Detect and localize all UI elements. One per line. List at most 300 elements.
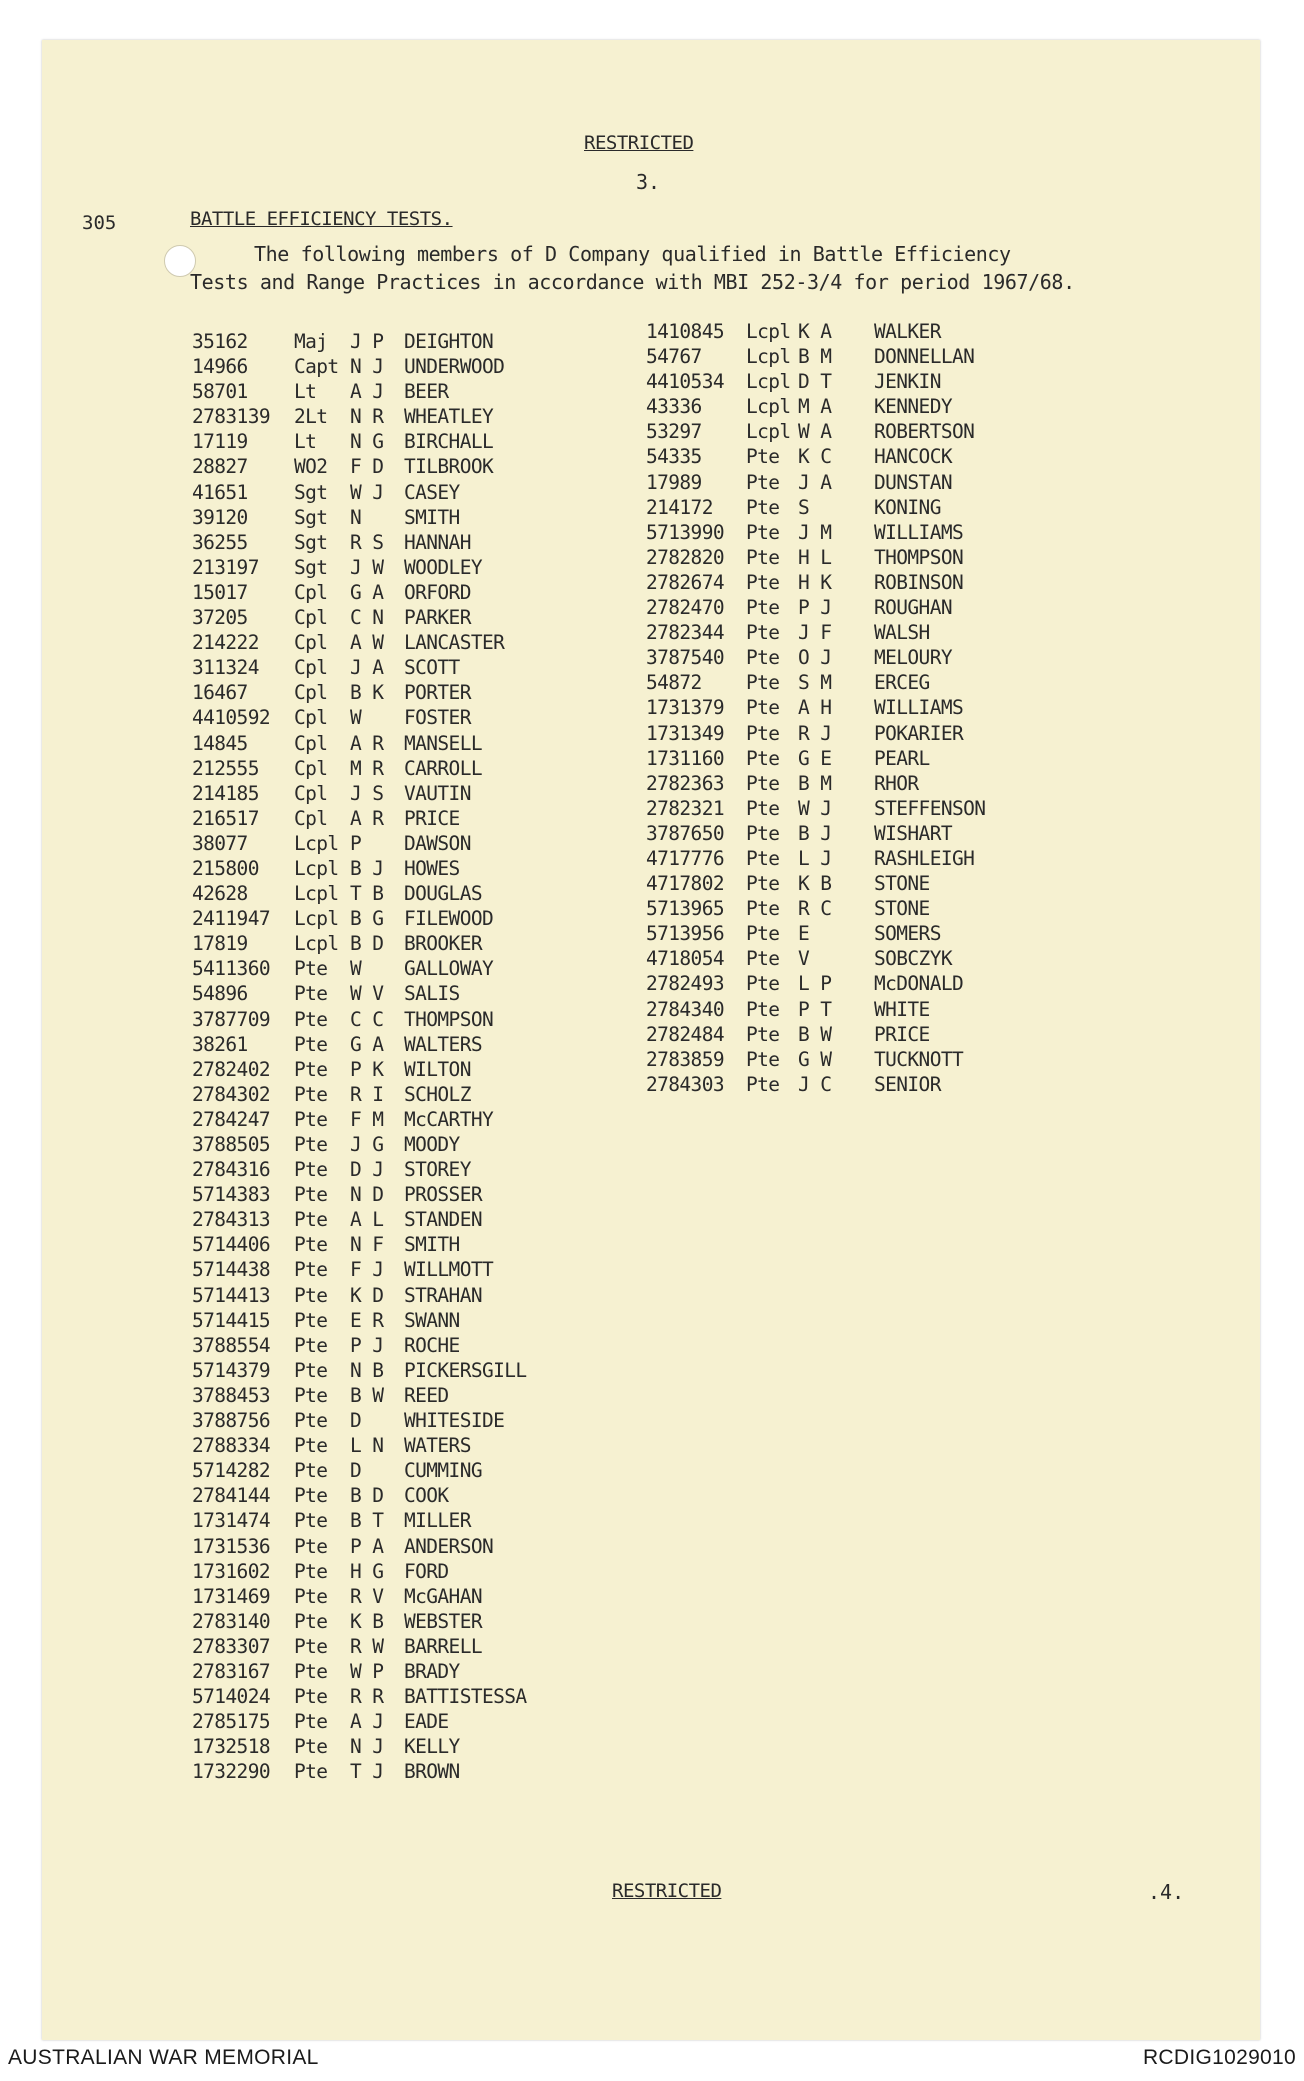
initials: N R (350, 405, 384, 429)
service-number: 2784144 (192, 1484, 270, 1508)
service-number: 1731349 (646, 721, 724, 745)
service-number: 2782674 (646, 570, 724, 594)
surname: DUNSTAN (874, 470, 952, 494)
rank: Pte (294, 1760, 328, 1784)
service-number: 43336 (646, 395, 702, 419)
service-number: 2784316 (192, 1158, 270, 1182)
initials: B T (350, 1509, 384, 1533)
service-number: 2788334 (192, 1434, 270, 1458)
rank: Cpl (294, 706, 328, 730)
surname: WILLIAMS (874, 520, 964, 544)
initials: B M (798, 345, 832, 369)
surname: ROBERTSON (874, 420, 975, 444)
surname: GALLOWAY (404, 957, 494, 981)
archive-reference: RCDIG1029010 (1142, 2046, 1296, 2069)
initials: W (350, 957, 362, 981)
surname: DEIGHTON (404, 330, 494, 353)
surname: BATTISTESSA (404, 1685, 527, 1709)
margin-number: 305 (82, 212, 117, 234)
rank: Pte (294, 1158, 328, 1182)
surname: PRICE (874, 1022, 930, 1046)
service-number: 53297 (646, 420, 702, 444)
rank: Pte (746, 1047, 780, 1071)
service-number: 42628 (192, 882, 248, 906)
rank: Pte (294, 1233, 328, 1257)
rank: Pte (294, 982, 328, 1006)
service-number: 5714383 (192, 1183, 270, 1207)
surname: BROOKER (404, 932, 482, 956)
service-number: 2783167 (192, 1659, 270, 1683)
initials: R S (350, 530, 384, 554)
rank: Pte (294, 1333, 328, 1357)
surname: LANCASTER (404, 631, 505, 655)
rank: Pte (294, 1409, 328, 1433)
rank: Pte (746, 646, 780, 670)
service-number: 4410592 (192, 706, 270, 730)
initials: D J (350, 1158, 384, 1182)
rank: Pte (746, 495, 780, 519)
service-number: 41651 (192, 480, 248, 504)
service-number: 1731160 (646, 746, 724, 770)
initials: G W (798, 1047, 832, 1071)
initials: W A (798, 420, 832, 444)
rank: Pte (294, 957, 328, 981)
rank: Pte (746, 897, 780, 921)
surname: WHITE (874, 997, 930, 1021)
service-number: 4718054 (646, 947, 724, 971)
initials: T J (350, 1760, 384, 1784)
surname: THOMPSON (404, 1007, 494, 1031)
initials: D (350, 1459, 362, 1483)
surname: STONE (874, 872, 930, 896)
initials: C C (350, 1007, 384, 1031)
surname: WILLMOTT (404, 1258, 494, 1282)
initials: N J (350, 1735, 384, 1759)
service-number: 2784313 (192, 1208, 270, 1232)
surname: BRADY (404, 1659, 460, 1683)
surname: KENNEDY (874, 395, 952, 419)
surname: McCARTHY (404, 1107, 494, 1131)
surname: BARRELL (404, 1634, 482, 1658)
initials: K D (350, 1283, 384, 1307)
surname: SOMERS (874, 922, 941, 946)
next-page-number: .4. (1148, 1880, 1185, 1904)
surname: BIRCHALL (404, 430, 494, 454)
initials: P J (798, 596, 832, 620)
initials: K A (798, 320, 832, 343)
service-number: 1731536 (192, 1534, 270, 1558)
surname: DAWSON (404, 831, 471, 855)
rank: Lcpl (294, 882, 339, 906)
rank: Maj (294, 330, 328, 353)
service-number: 2784302 (192, 1082, 270, 1106)
initials: S M (798, 671, 832, 695)
service-number: 2783307 (192, 1634, 270, 1658)
surname: WOODLEY (404, 555, 482, 579)
surname: SMITH (404, 505, 460, 529)
surname: TUCKNOTT (874, 1047, 964, 1071)
service-number: 17989 (646, 470, 702, 494)
rank: Pte (294, 1358, 328, 1382)
initials: J S (350, 781, 384, 805)
initials: R J (798, 721, 832, 745)
service-number: 1732290 (192, 1760, 270, 1784)
service-number: 2784247 (192, 1107, 270, 1131)
service-number: 5714415 (192, 1308, 270, 1332)
rank: Pte (294, 1609, 328, 1633)
rank: Cpl (294, 580, 328, 604)
rank: Pte (294, 1308, 328, 1332)
service-number: 311324 (192, 656, 259, 680)
initials: D T (798, 370, 832, 394)
surname: HOWES (404, 856, 460, 880)
initials: W P (350, 1659, 384, 1683)
surname: SALIS (404, 982, 460, 1006)
initials: J F (798, 621, 832, 645)
surname: McDONALD (874, 972, 964, 996)
surname: PORTER (404, 681, 471, 705)
rank: Pte (746, 671, 780, 695)
service-number: 5411360 (192, 957, 270, 981)
service-number: 213197 (192, 555, 259, 579)
initials: E R (350, 1308, 384, 1332)
rank: Pte (746, 997, 780, 1021)
initials: B D (350, 932, 384, 956)
rank: Cpl (294, 781, 328, 805)
rank: Pte (294, 1559, 328, 1583)
intro-line-1: The following members of D Company qualified in Battle Efficiency (254, 242, 1011, 266)
initials: N B (350, 1358, 384, 1382)
rank: Lcpl (746, 370, 791, 394)
service-number: 54896 (192, 982, 248, 1006)
surname: STEFFENSON (874, 796, 986, 820)
initials: P T (798, 997, 832, 1021)
rank: Capt (294, 355, 339, 379)
service-number: 35162 (192, 330, 248, 353)
rank: Lcpl (746, 395, 791, 419)
rank: Lcpl (746, 320, 791, 343)
rank: Pte (746, 1072, 780, 1096)
service-number: 214185 (192, 781, 259, 805)
surname: DONNELLAN (874, 345, 975, 369)
service-number: 1731602 (192, 1559, 270, 1583)
surname: KONING (874, 495, 941, 519)
surname: SCOTT (404, 656, 460, 680)
service-number: 5714024 (192, 1685, 270, 1709)
rank: Lt (294, 430, 317, 454)
surname: HANNAH (404, 530, 471, 554)
initials: J A (350, 656, 384, 680)
surname: PROSSER (404, 1183, 482, 1207)
initials: H L (798, 545, 832, 569)
rank: Pte (746, 872, 780, 896)
initials: H G (350, 1559, 384, 1583)
service-number: 2782820 (646, 545, 724, 569)
initials: J P (350, 330, 384, 353)
service-number: 58701 (192, 380, 248, 404)
surname: MANSELL (404, 731, 482, 755)
surname: ROBINSON (874, 570, 964, 594)
surname: STANDEN (404, 1208, 482, 1232)
initials: K B (798, 872, 832, 896)
initials: B M (798, 771, 832, 795)
service-number: 2783859 (646, 1047, 724, 1071)
rank: Cpl (294, 731, 328, 755)
service-number: 5714406 (192, 1233, 270, 1257)
service-number: 1731469 (192, 1584, 270, 1608)
initials: M R (350, 756, 384, 780)
rank: Lt (294, 380, 317, 404)
rank: Sgt (294, 480, 328, 504)
service-number: 5713965 (646, 897, 724, 921)
initials: G E (798, 746, 832, 770)
rank: Cpl (294, 656, 328, 680)
service-number: 2782484 (646, 1022, 724, 1046)
archive-credit: AUSTRALIAN WAR MEMORIAL (8, 2046, 319, 2069)
service-number: 2782321 (646, 796, 724, 820)
surname: MOODY (404, 1133, 460, 1156)
service-number: 1731474 (192, 1509, 270, 1533)
surname: SWANN (404, 1308, 460, 1332)
rank: Pte (746, 1022, 780, 1046)
rank: Pte (294, 1735, 328, 1759)
restricted-header: RESTRICTED (584, 132, 694, 154)
service-number: 5713990 (646, 520, 724, 544)
service-number: 2782402 (192, 1057, 270, 1081)
surname: BROWN (404, 1760, 460, 1784)
surname: WEBSTER (404, 1609, 482, 1633)
service-number: 3788756 (192, 1409, 270, 1433)
rank: Pte (294, 1208, 328, 1232)
service-number: 215800 (192, 856, 259, 880)
initials: J G (350, 1133, 384, 1156)
surname: SOBCZYK (874, 947, 952, 971)
rank: Pte (294, 1082, 328, 1106)
surname: CARROLL (404, 756, 482, 780)
rank: Pte (294, 1459, 328, 1483)
initials: B D (350, 1484, 384, 1508)
rank: Pte (294, 1057, 328, 1081)
rank: Pte (746, 445, 780, 469)
initials: A R (350, 806, 384, 830)
service-number: 54335 (646, 445, 702, 469)
surname: DOUGLAS (404, 882, 482, 906)
rank: Lcpl (746, 345, 791, 369)
service-number: 38261 (192, 1032, 248, 1056)
rank: Pte (746, 470, 780, 494)
initials: W J (350, 480, 384, 504)
rank: Cpl (294, 681, 328, 705)
rank: Pte (294, 1659, 328, 1683)
initials: W (350, 706, 362, 730)
rank: Pte (294, 1183, 328, 1207)
service-number: 2783140 (192, 1609, 270, 1633)
initials: H K (798, 570, 832, 594)
intro-line-2: Tests and Range Practices in accordance with MBI 252-3/4 for period 1967/68. (190, 270, 1075, 294)
service-number: 3787709 (192, 1007, 270, 1031)
surname: ANDERSON (404, 1534, 494, 1558)
initials: A R (350, 731, 384, 755)
rank: Pte (746, 746, 780, 770)
surname: STONE (874, 897, 930, 921)
initials: F J (350, 1258, 384, 1282)
service-number: 1732518 (192, 1735, 270, 1759)
initials: N F (350, 1233, 384, 1257)
surname: ROUGHAN (874, 596, 952, 620)
service-number: 2782363 (646, 771, 724, 795)
rank: Pte (294, 1283, 328, 1307)
initials: A J (350, 380, 384, 404)
initials: B W (798, 1022, 832, 1046)
initials: N D (350, 1183, 384, 1207)
service-number: 17819 (192, 932, 248, 956)
rank: Cpl (294, 606, 328, 630)
surname: BEER (404, 380, 449, 404)
initials: P K (350, 1057, 384, 1081)
initials: J M (798, 520, 832, 544)
service-number: 4717776 (646, 846, 724, 870)
initials: A H (798, 696, 832, 720)
surname: WISHART (874, 821, 952, 845)
surname: SCHOLZ (404, 1082, 471, 1106)
initials: L P (798, 972, 832, 996)
surname: THOMPSON (874, 545, 964, 569)
rank: Lcpl (294, 856, 339, 880)
initials: N (350, 505, 362, 529)
surname: SENIOR (874, 1072, 941, 1096)
rank: Lcpl (294, 907, 339, 931)
rank: Pte (294, 1107, 328, 1131)
rank: Pte (294, 1534, 328, 1558)
rank: Pte (294, 1258, 328, 1282)
initials: R W (350, 1634, 384, 1658)
initials: J C (798, 1072, 832, 1096)
initials: J W (350, 555, 384, 579)
surname: EADE (404, 1710, 449, 1734)
rank: Pte (746, 972, 780, 996)
initials: F D (350, 455, 384, 479)
rank: Pte (294, 1509, 328, 1533)
surname: RHOR (874, 771, 919, 795)
service-number: 15017 (192, 580, 248, 604)
initials: J A (798, 470, 832, 494)
service-number: 3787650 (646, 821, 724, 845)
surname: SMITH (404, 1233, 460, 1257)
initials: C N (350, 606, 384, 630)
service-number: 14845 (192, 731, 248, 755)
rank: Pte (746, 545, 780, 569)
initials: O J (798, 646, 832, 670)
document-page (42, 40, 1260, 2040)
service-number: 38077 (192, 831, 248, 855)
service-number: 1731379 (646, 696, 724, 720)
initials: B J (798, 821, 832, 845)
initials: D (350, 1409, 362, 1433)
rank: Pte (746, 696, 780, 720)
service-number: 2785175 (192, 1710, 270, 1734)
service-number: 3788505 (192, 1133, 270, 1156)
initials: B W (350, 1383, 384, 1407)
surname: FOSTER (404, 706, 471, 730)
section-title: BATTLE EFFICIENCY TESTS. (190, 208, 453, 230)
rank: Pte (294, 1584, 328, 1608)
rank: Pte (746, 821, 780, 845)
surname: REED (404, 1383, 449, 1407)
service-number: 4410534 (646, 370, 724, 394)
initials: E (798, 922, 810, 946)
rank: Pte (746, 721, 780, 745)
initials: S (798, 495, 810, 519)
surname: KELLY (404, 1735, 460, 1759)
initials: N J (350, 355, 384, 379)
surname: HANCOCK (874, 445, 952, 469)
rank: Pte (746, 947, 780, 971)
initials: G A (350, 1032, 384, 1056)
initials: R C (798, 897, 832, 921)
initials: L J (798, 846, 832, 870)
surname: FILEWOOD (404, 907, 494, 931)
service-number: 216517 (192, 806, 259, 830)
service-number: 5713956 (646, 922, 724, 946)
service-number: 2783139 (192, 405, 270, 429)
initials: M A (798, 395, 832, 419)
service-number: 5714413 (192, 1283, 270, 1307)
initials: K B (350, 1609, 384, 1633)
service-number: 1410845 (646, 320, 724, 343)
service-number: 36255 (192, 530, 248, 554)
service-number: 3788554 (192, 1333, 270, 1357)
surname: MELOURY (874, 646, 952, 670)
service-number: 2411947 (192, 907, 270, 931)
service-number: 37205 (192, 606, 248, 630)
service-number: 214172 (646, 495, 713, 519)
restricted-footer: RESTRICTED (612, 1880, 722, 1902)
service-number: 5714282 (192, 1459, 270, 1483)
rank: Lcpl (746, 420, 791, 444)
surname: PEARL (874, 746, 930, 770)
initials: W V (350, 982, 384, 1006)
initials: R V (350, 1584, 384, 1608)
initials: V (798, 947, 810, 971)
document-content (42, 40, 1260, 2040)
rank: Pte (294, 1133, 328, 1156)
rank: 2Lt (294, 405, 328, 429)
rank: Cpl (294, 756, 328, 780)
rank: Pte (294, 1434, 328, 1458)
surname: WATERS (404, 1434, 471, 1458)
surname: COOK (404, 1484, 449, 1508)
initials: G A (350, 580, 384, 604)
surname: STOREY (404, 1158, 471, 1182)
service-number: 28827 (192, 455, 248, 479)
initials: L N (350, 1434, 384, 1458)
rank: Pte (746, 520, 780, 544)
initials: B J (350, 856, 384, 880)
rank: Pte (746, 570, 780, 594)
rank: Cpl (294, 631, 328, 655)
surname: WHEATLEY (404, 405, 494, 429)
service-number: 2784340 (646, 997, 724, 1021)
page-number: 3. (636, 170, 661, 194)
rank: Pte (294, 1484, 328, 1508)
surname: FORD (404, 1559, 449, 1583)
surname: WILLIAMS (874, 696, 964, 720)
service-number: 2782493 (646, 972, 724, 996)
initials: A W (350, 631, 384, 655)
rank: Pte (294, 1634, 328, 1658)
service-number: 5714379 (192, 1358, 270, 1382)
surname: POKARIER (874, 721, 964, 745)
